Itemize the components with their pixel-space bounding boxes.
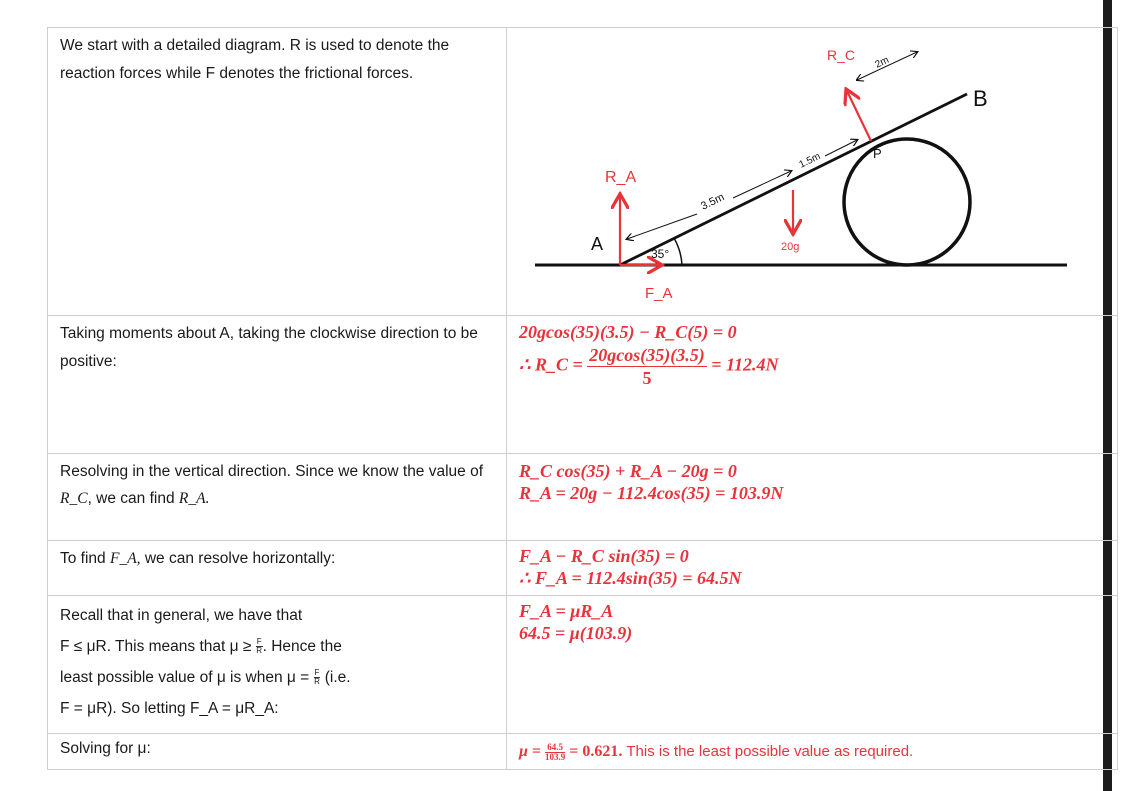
moments-equation: 20gcos(35)(3.5) − R_C(5) = 0 [519,322,737,342]
horizontal-text: we can resolve horizontally: [144,550,336,567]
angle-arc [674,238,682,265]
explanation-cell [48,28,507,316]
explanation-cell: To find F_A, we can resolve horizontally: [48,541,507,596]
moments-text: Taking moments about A, taking the clockwise direction to be positive: [60,325,478,370]
table-row [48,454,1118,541]
fa-result: ∴ F_A = 112.4sin(35) = 64.5N [519,568,742,588]
explanation-cell: Recall that in general, we have that F ≤ μR. This means that μ ≥ $\frac{F}{R}$. Hence the least possible value of μ is when μ = $\frac{F}{R} (i.e$. F = μR). So letting F_A = μR_A: [48,596,507,734]
dist1-label: 3.5m [699,191,727,213]
working-cell [507,596,1118,734]
weight-label: 20g [781,241,800,253]
rc-symbol: R_C [60,490,88,507]
mu-fraction: $\frac{64.5}{103.9}$ [545,741,566,762]
rc-arrow [847,91,871,141]
rc-label: R_C [827,47,856,63]
rc-fraction: $\frac{20gcos(35)(3.5)}{5}$ [589,345,705,388]
rc-solution: ∴ R_C = $\frac{20gcos(35)(3.5)}{5}$ = 112.4N [519,345,779,388]
cylinder [844,139,970,265]
point-b-label: B [973,86,988,111]
dist3-label: 2m [873,54,891,71]
diagram-cell [507,28,1118,316]
table-row [48,316,1118,454]
intro-text: We start with a detailed diagram. R is used to denote the reaction forces while F denotes the frictional forces. [60,37,450,82]
explanation-cell [48,316,507,454]
point-a-label: A [591,234,604,254]
working-cell [507,454,1118,541]
mu-result: = 0.621. [569,743,623,760]
explanation-cell: Resolving in the vertical direction. Since we know the value of R_C, we can find R_A. [48,454,507,541]
rod [620,94,967,265]
solution-table [47,27,1118,770]
angle-label: 35° [651,247,670,261]
point-p-label: P [873,146,882,161]
table-row [48,28,1118,316]
working-cell [507,541,1118,596]
explanation-cell [48,734,507,770]
ra-label: R_A [605,169,637,186]
solve-text: Solving for μ: [60,740,151,757]
force-diagram [507,28,1093,315]
dist1-arrow-left [627,214,697,239]
table-row [48,596,1118,734]
dist2-arrow [825,140,857,156]
vertical-equation: R_C cos(35) + R_A − 20g = 0 [519,461,737,481]
vertical-text: Resolving in the vertical direction. Since we know the value of [60,463,484,480]
table-row [48,734,1118,770]
dist2-label: 1.5m [797,151,823,171]
conclusion-note: This is the least possible value as required. [626,743,914,760]
friction-substitution: 64.5 = μ(103.9) [519,623,633,643]
ra-result: R_A = 20g − 112.4cos(35) = 103.9N [519,483,784,503]
working-cell [507,316,1118,454]
fa-label: F_A [645,285,673,302]
horizontal-equation: F_A − R_C sin(35) = 0 [519,546,689,566]
table-row [48,541,1118,596]
fa-symbol: F_A, [109,550,141,567]
working-cell: μ = $\frac{64.5}{103.9} = 0.621$. This is the least possible value as required. [507,734,1118,770]
friction-equation: F_A = μR_A [519,601,614,621]
ra-symbol: R_A. [178,490,210,507]
